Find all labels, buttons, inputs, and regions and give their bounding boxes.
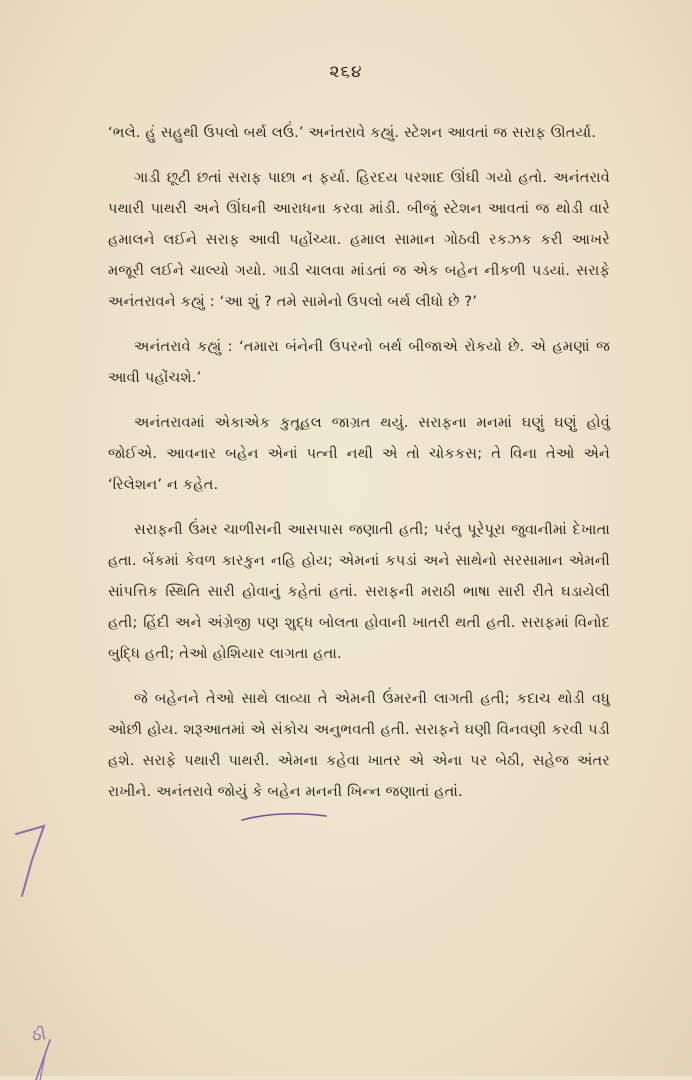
paragraph-5: સરાફની ઉંમર ચાળીસની આસપાસ જણાતી હતી; પરંતુ પૂરેપૂરા જુવાનીમાં દેખાતા હતા. બેંકમાં કેવળ કારકુન નહિ હોય; એમનાં કપડાં અને સાથેનો સરસામાન એમની સાંપત્તિક સ્થિતિ સારી હોવાનું કહેતાં હતાં. સરાફની મરાઠી ભાષા સારી રીતે ઘડાયેલી હતી; હિંદી અને અંગ્રેજી પણ શુદ્ધ બોલતા હોવાની ખાતરી થતી હતી. સરાફમાં વિનોદ બુદ્ધિ હતી; તેઓ હોશિયાર લાગતા હતા. <box>108 522 610 662</box>
page-number: ૨૬૪ <box>329 62 363 82</box>
paragraph-3: અનંતરાવે કહ્યું : ‘તમારા બંનેની ઉપરનો બર્થ બીજાએ રોકયો છે. એ હમણાં જ આવી પહોંચશે.’ <box>108 339 610 386</box>
paragraph-2: ગાડી છૂટી છતાં સરાફ પાછા ન ફર્યા. હિરદય પરશાદ ઊંઘી ગયો હતો. અનંતરાવે પથારી પાથરી અને ઊંઘની આરાધના કરવા માંડી. બીજું સ્ટેશન આવતાં જ થોડી વારે હમાલને લઈને સરાફ આવી પહોંચ્યા. હમાલ સામાન ગોઠવી રકઝક કરી આખરે મજૂરી લઈને ચાલ્યો ગયો. ગાડી ચાલવા માંડતાં જ એક બહેન નીકળી પડયાં. સરાફે અનંતરાવને કહ્યું : ‘આ શું ? તમે સામેનો ઉપલો બર્થ લીધો છે ?’ <box>108 170 610 310</box>
body-text <box>108 118 610 822</box>
paragraph-4: અનંતરાવમાં એકાએક કુતૂહલ જાગ્રત થયું. સરાફના મનમાં ઘણું ઘણું હોવું જોઈએ. આવનાર બહેન એનાં પત્ની નથી એ તો ચોકકસ; તે વિના તેઓ એને ‘રિલેશન’ ન કહેત. <box>108 415 610 493</box>
margin-handwritten-note: ઠી <box>30 1024 48 1045</box>
paragraph-6: જે બહેનને તેઓ સાથે લાવ્યા તે એમની ઉંમરની લાગતી હતી; કદાચ થોડી વધુ ઓછી હોય. શરૂઆતમાં એ સંકોચ અનુભવતી હતી. સરાફને ઘણી વિનવણી કરવી પડી હશે. સરાફે પથારી પાથરી. એમના કહેવા ખાતર એ એના પર બેઠી, સહેજ અંતર રાખીને. અનંતરાવે જોયું કે બહેન મનની ખિન્ન જણાતાં હતાં. <box>108 691 610 800</box>
paragraph-1: ‘ભલે. હું સહુથી ઉપલો બર્થ લઉં.’ અનંતરાવે કહ્યું. સ્ટેશન આવતાં જ સરાફ ઊતર્યા. <box>108 125 597 141</box>
